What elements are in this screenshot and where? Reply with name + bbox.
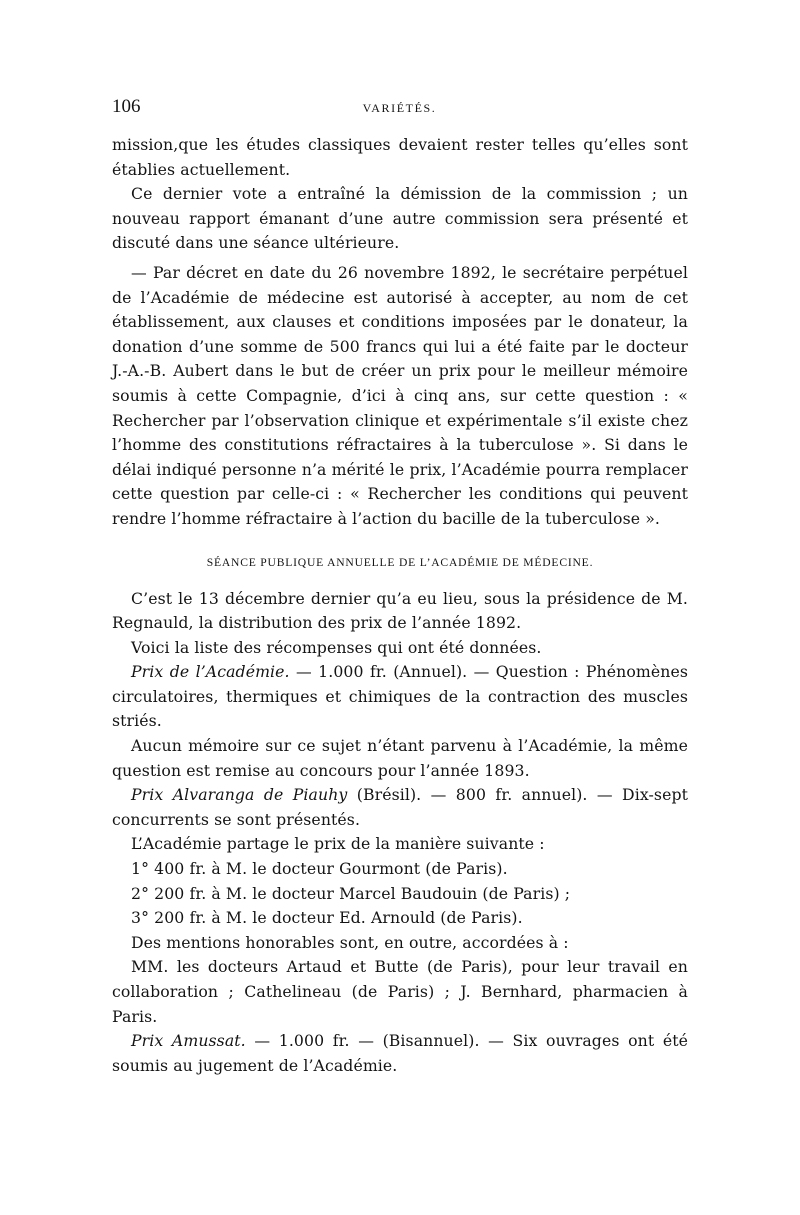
prize-text-academie: — 1.000 fr. (Annuel). — Question : Phénomènes circulatoires, thermiques et chimiques de la contraction des muscles striés. bbox=[112, 662, 688, 731]
prize-name-academie: Prix de l’Académie. bbox=[131, 662, 290, 682]
paragraph-continuation: mission,que les études classiques devaient rester telles qu’elles sont établies actuellement. bbox=[112, 135, 688, 179]
prize-name-amussat: Prix Amussat. bbox=[131, 1031, 246, 1051]
award-item-1: 1° 400 fr. à M. le docteur Gourmont (de Paris). bbox=[131, 859, 508, 879]
body-text bbox=[112, 133, 688, 1078]
paragraph-mentions: Des mentions honorables sont, en outre, accordées à : bbox=[131, 932, 569, 952]
section-heading: SÉANCE PUBLIQUE ANNUELLE DE L’ACADÉMIE DE MÉDECINE. bbox=[206, 555, 594, 569]
award-item-3: 3° 200 fr. à M. le docteur Ed. Arnould (de Paris). bbox=[131, 908, 523, 928]
award-item-2: 2° 200 fr. à M. le docteur Marcel Baudouin (de Paris) ; bbox=[131, 883, 571, 903]
prize-text-alvaranga: (Brésil). — 800 fr. annuel). — Dix-sept concurrents se sont présentés. bbox=[112, 785, 688, 829]
prize-text-amussat: — 1.000 fr. — (Bisannuel). — Six ouvrages ont été soumis au jugement de l’Académie. bbox=[112, 1031, 688, 1075]
page-number: 106 bbox=[112, 96, 141, 117]
running-title: VARIÉTÉS. bbox=[362, 101, 437, 115]
paragraph-aucun-memoire: Aucun mémoire sur ce sujet n’étant parvenu à l’Académie, la même question est remise au concours pour l’année 1893. bbox=[112, 736, 688, 780]
paragraph-prix-amussat bbox=[112, 1029, 688, 1078]
paragraph-prix-alvaranga bbox=[112, 783, 688, 832]
paragraph-prix-academie bbox=[112, 660, 688, 734]
paragraph-partage: L’Académie partage le prix de la manière suivante : bbox=[131, 834, 545, 854]
paragraph-seance-intro: C’est le 13 décembre dernier qu’a eu lieu, sous la présidence de M. Regnauld, la distribution des prix de l’année 1892. bbox=[112, 588, 688, 633]
paragraph-recompenses: Voici la liste des récompenses qui ont été données. bbox=[131, 637, 542, 657]
prize-name-alvaranga: Prix Alvaranga de Piauhy bbox=[131, 785, 348, 805]
paragraph-commission: Ce dernier vote a entraîné la démission de la commission ; un nouveau rapport émanant d’une autre commission sera présenté et discuté dans une séance ultérieure. bbox=[112, 184, 688, 253]
paragraph-decret: — Par décret en date du 26 novembre 1892, le secrétaire perpétuel de l’Académie de médecine est autorisé à accepter, au nom de cet établissement, aux clauses et conditions imposées par le donateur, la donation d’une somme de 500 francs qui lui a été faite par le docteur J.-A.-B. Aubert dans le but de créer un prix pour le meilleur mémoire soumis à cette Compagnie, d’ici à cinq ans, sur cette question : « Rechercher par l’observation clinique et expérimentale s’il existe chez l’homme des constitutions réfractaires à la tuberculose ». Si dans le délai indiqué personne n’a mérité le prix, l’Académie pourra remplacer cette question par celle-ci : « Rechercher les conditions qui peuvent rendre l’homme réfractaire à l’action du bacille de la tuberculose ». bbox=[112, 262, 688, 528]
page-header bbox=[112, 96, 687, 122]
paragraph-mm-docteurs: MM. les docteurs Artaud et Butte (de Paris), pour leur travail en collaboration ; Cathelineau (de Paris) ; J. Bernhard, pharmacien à Paris. bbox=[112, 957, 688, 1026]
